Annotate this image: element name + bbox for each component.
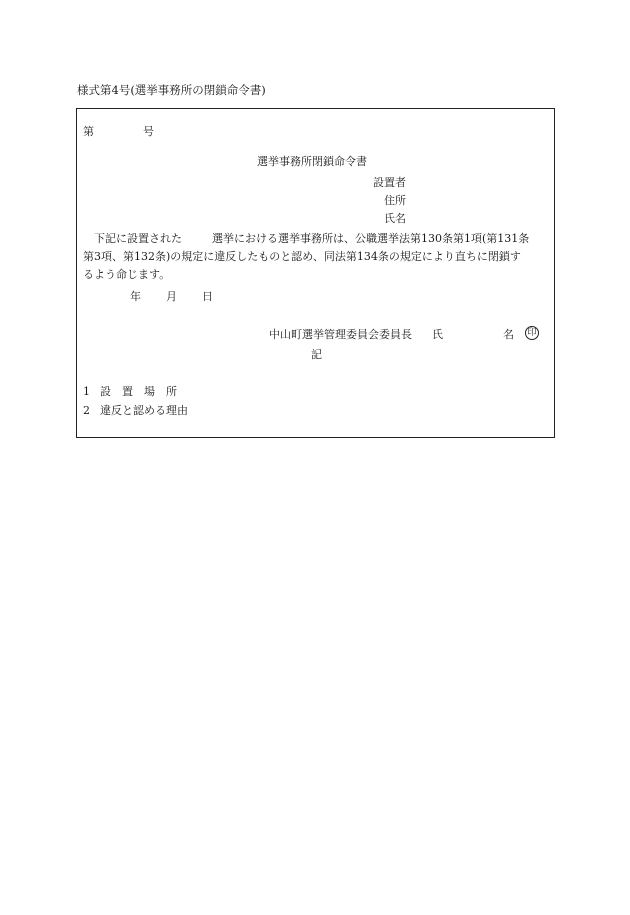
seal-stamp-icon: 印 — [525, 326, 539, 340]
number-suffix: 号 — [143, 125, 154, 138]
body-line-3: るよう命じます。 — [83, 268, 171, 281]
form-title: 様式第4号(選挙事務所の閉鎖命令書) — [77, 83, 266, 97]
recipient-address-label: 住所 — [384, 194, 406, 207]
recipient-label: 設置者 — [373, 176, 406, 189]
date-day: 日 — [202, 290, 213, 303]
issuer-name-label-1: 氏 — [432, 328, 443, 341]
number-prefix: 第 — [83, 125, 94, 138]
issuer-name-label-2: 名 — [503, 328, 514, 341]
body-line-1a: 下記に設置された — [94, 232, 182, 245]
recipient-name-label: 氏名 — [384, 212, 406, 225]
body-line-1b: 選挙における選挙事務所は、公職選挙法第130条第1項(第131条 — [212, 232, 530, 245]
issuer-title: 中山町選挙管理委員会委員長 — [269, 328, 412, 341]
item-1-number: 1 — [83, 385, 90, 398]
body-line-2: 第3項、第132条)の規定に違反したものと認め、同法第134条の規定により直ちに閉鎖す — [83, 250, 521, 263]
item-1-label: 設 置 場 所 — [100, 385, 177, 398]
item-2-label: 違反と認める理由 — [100, 404, 188, 417]
ki-heading: 記 — [311, 348, 322, 361]
date-month: 月 — [166, 290, 177, 303]
document-title: 選挙事務所閉鎖命令書 — [257, 155, 367, 168]
item-2-number: 2 — [83, 404, 90, 417]
date-year: 年 — [130, 290, 141, 303]
